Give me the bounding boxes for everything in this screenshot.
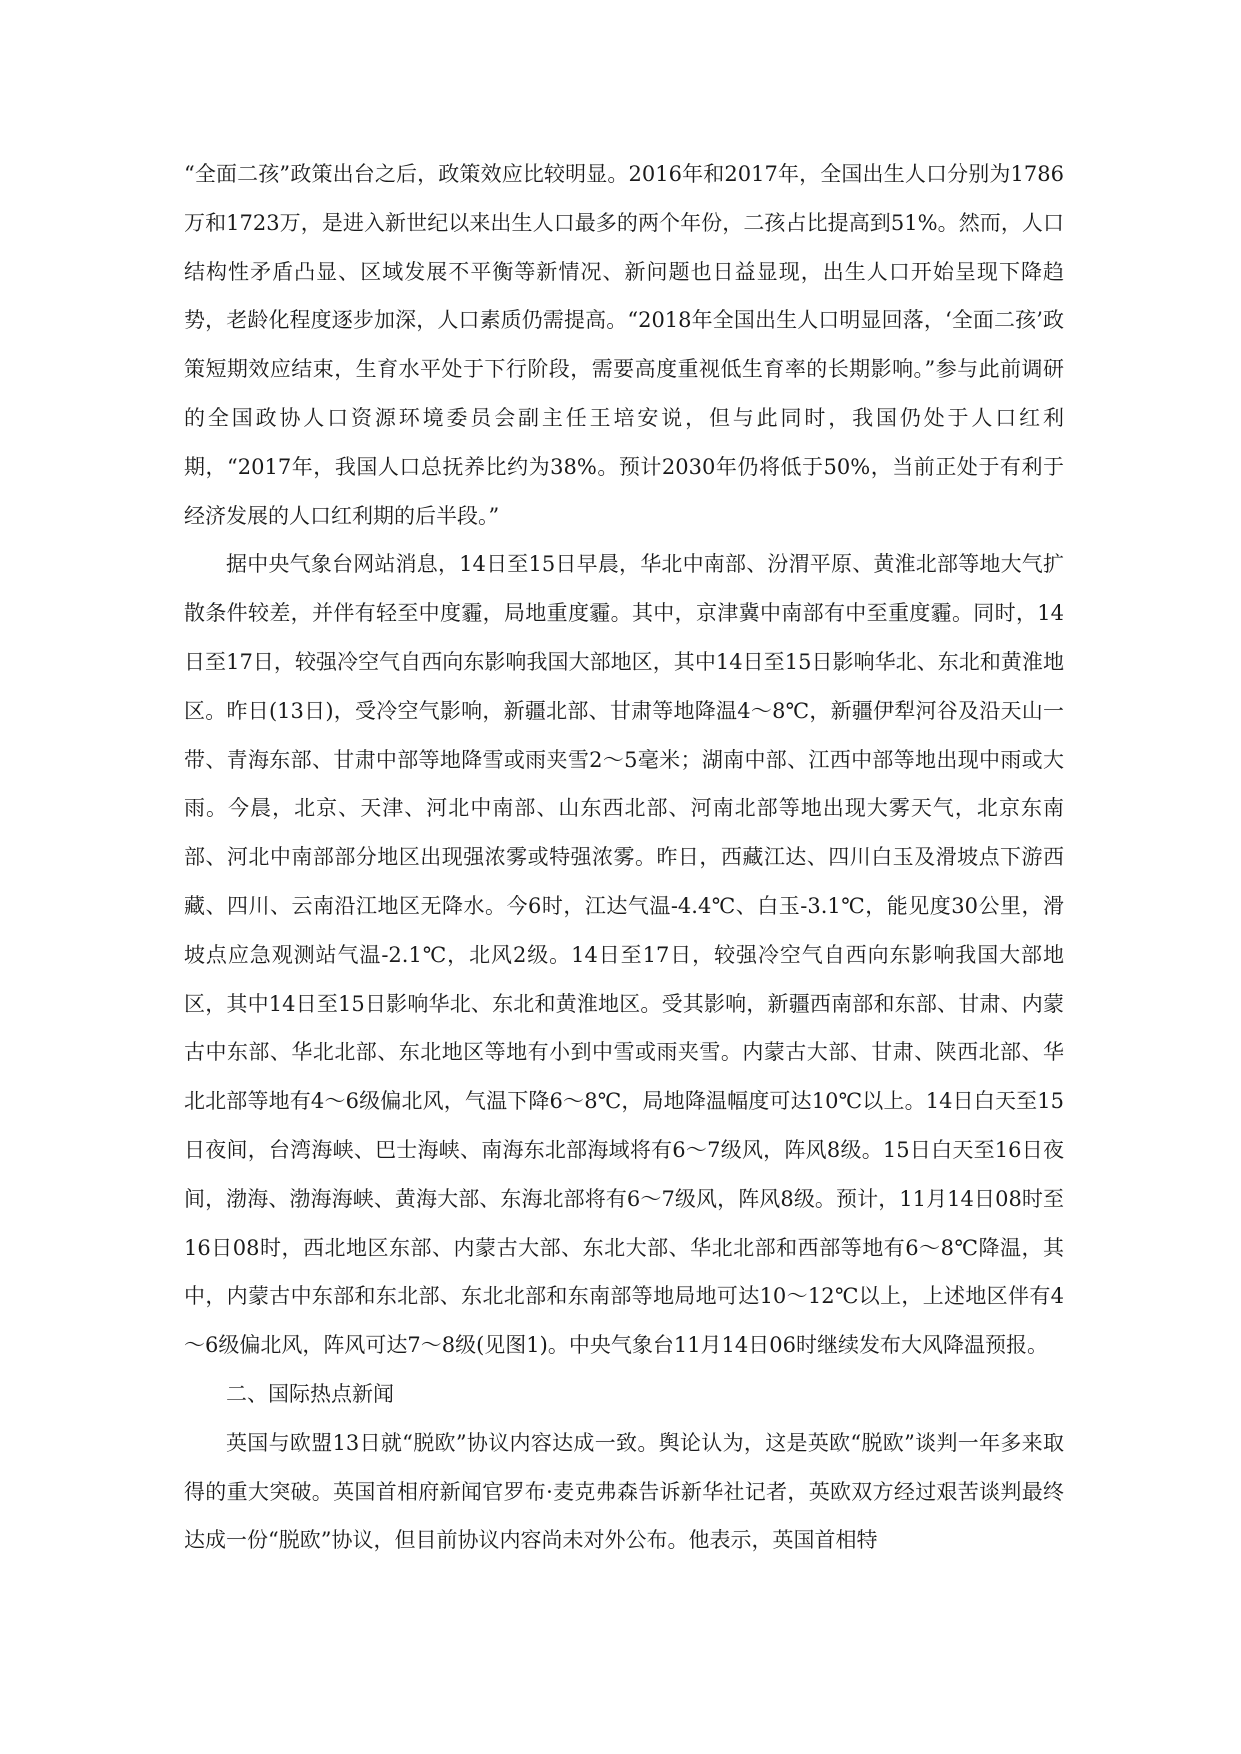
section-heading: 二、国际热点新闻 xyxy=(226,1381,394,1406)
document-body xyxy=(184,150,1064,1565)
paragraph-birth-policy: “全面二孩”政策出台之后，政策效应比较明显。2016年和2017年，全国出生人口分别为1786万和1723万，是进入新世纪以来出生人口最多的两个年份，二孩占比提高到51%。然而，人口结构性矛盾凸显、区域发展不平衡等新情况、新问题也日益显现，出生人口开始呈现下降趋势，老龄化程度逐步加深，人口素质仍需提高。“2018年全国出生人口明显回落，‘全面二孩’政策短期效应结束，生育水平处于下行阶段，需要高度重视低生育率的长期影响。”参与此前调研的全国政协人口资源环境委员会副主任王培安说，但与此同时，我国仍处于人口红利期，“2017年，我国人口总抚养比约为38%。预计2030年仍将低于50%，当前正处于有利于经济发展的人口红利期的后半段。” xyxy=(184,162,1064,528)
paragraph-weather: 据中央气象台网站消息，14日至15日早晨，华北中南部、汾渭平原、黄淮北部等地大气扩散条件较差，并伴有轻至中度霾，局地重度霾。其中，京津冀中南部有中至重度霾。同时，14日至17日，较强冷空气自西向东影响我国大部地区，其中14日至15日影响华北、东北和黄淮地区。昨日(13日)，受冷空气影响，新疆北部、甘肃等地降温4～8℃，新疆伊犁河谷及沿天山一带、青海东部、甘肃中部等地降雪或雨夹雪2～5毫米；湖南中部、江西中部等地出现中雨或大雨。今晨，北京、天津、河北中南部、山东西北部、河南北部等地出现大雾天气，北京东南部、河北中南部部分地区出现强浓雾或特强浓雾。昨日，西藏江达、四川白玉及滑坡点下游西藏、四川、云南沿江地区无降水。今6时，江达气温-4.4℃、白玉-3.1℃，能见度30公里，滑坡点应急观测站气温-2.1℃，北风2级。14日至17日，较强冷空气自西向东影响我国大部地区，其中14日至15日影响华北、东北和黄淮地区。受其影响，新疆西南部和东部、甘肃、内蒙古中东部、华北北部、东北地区等地有小到中雪或雨夹雪。内蒙古大部、甘肃、陕西北部、华北北部等地有4～6级偏北风，气温下降6～8℃，局地降温幅度可达10℃以上。14日白天至15日夜间，台湾海峡、巴士海峡、南海东北部海域将有6～7级风，阵风8级。15日白天至16日夜间，渤海、渤海海峡、黄海大部、东海北部将有6～7级风，阵风8级。预计，11月14日08时至16日08时，西北地区东部、内蒙古大部、东北大部、华北北部和西部等地有6～8℃降温，其中，内蒙古中东部和东北部、东北北部和东南部等地局地可达10～12℃以上，上述地区伴有4～6级偏北风，阵风可达7～8级(见图1)。中央气象台11月14日06时继续发布大风降温预报。 xyxy=(184,552,1064,1358)
paragraph-brexit: 英国与欧盟13日就“脱欧”协议内容达成一致。舆论认为，这是英欧“脱欧”谈判一年多来取得的重大突破。英国首相府新闻官罗布·麦克弗森告诉新华社记者，英欧双方经过艰苦谈判最终达成一份“脱欧”协议，但目前协议内容尚未对外公布。他表示，英国首相特 xyxy=(184,1430,1064,1553)
